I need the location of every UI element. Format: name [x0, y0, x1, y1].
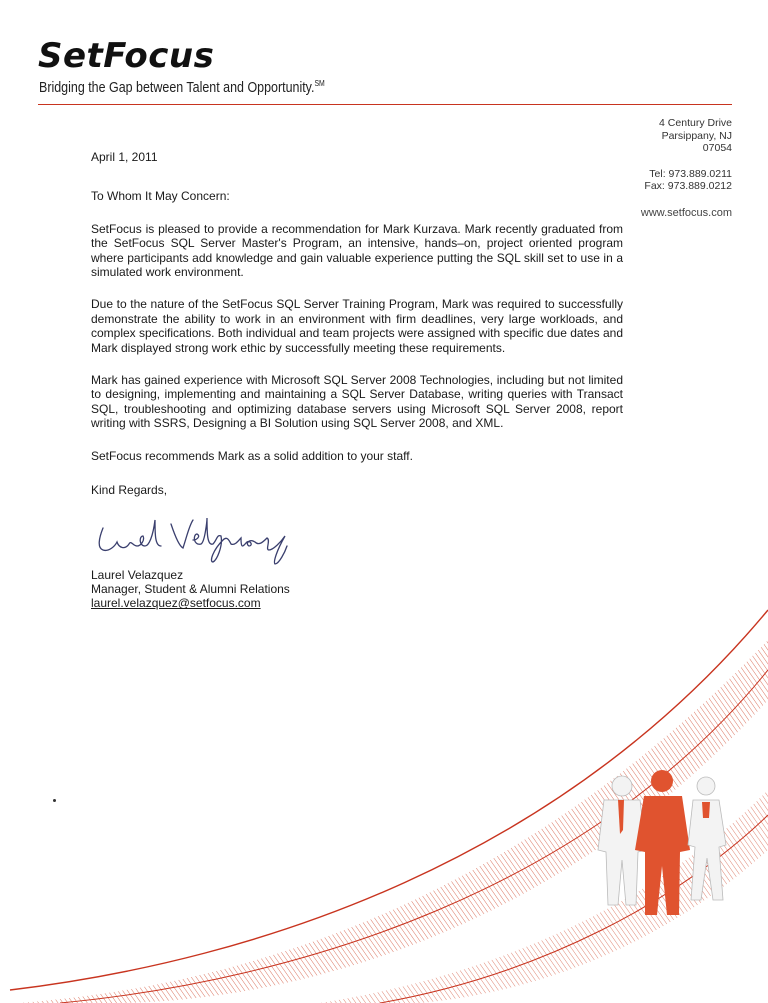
signer-name: Laurel Velazquez — [91, 567, 184, 582]
letter-paragraph: SetFocus recommends Mark as a solid addition to your staff. — [91, 448, 413, 463]
letter-salutation: To Whom It May Concern: — [91, 189, 230, 204]
company-address — [641, 117, 732, 219]
signature-graphic — [89, 506, 309, 568]
header-divider — [38, 104, 732, 105]
address-fax: Fax: 973.889.0212 — [644, 180, 732, 192]
letter-closing: Kind Regards, — [91, 483, 168, 498]
signer-block — [91, 568, 623, 611]
letter-body — [91, 150, 623, 611]
signer-title: Manager, Student & Alumni Relations — [91, 581, 290, 596]
company-tagline — [39, 79, 325, 96]
company-logo: SetFocus — [38, 36, 215, 76]
signer-email-link[interactable]: laurel.velazquez@setfocus.com — [91, 596, 261, 611]
stray-mark — [53, 799, 56, 802]
address-city: Parsippany, NJ — [661, 129, 732, 142]
letter-paragraph: Mark has gained experience with Microsoft SQL Server 2008 Technologies, including but not limited to designing, implementing and maintaining a SQL Server Database, writing queries with Transact SQL, troubleshooting and optimizing database servers using Microsoft SQL Server 2008, report writing with SSRS, Designing a BI Solution using SQL Server 2008, and XML. — [91, 373, 623, 431]
service-mark: SM — [314, 79, 325, 88]
address-tel: Tel: 973.889.0211 — [649, 167, 732, 180]
tagline-text: Bridging the Gap between Talent and Opportunity. — [39, 79, 315, 96]
address-street: 4 Century Drive — [659, 117, 732, 129]
letter-date: April 1, 2011 — [91, 150, 158, 164]
letter-paragraph: SetFocus is pleased to provide a recommendation for Mark Kurzava. Mark recently graduated from the SetFocus SQL Server Master's Program, an intensive, hands–on, project oriented program where participants add knowledge and gain valuable experience putting the SQL skill set to use in a simulated work environment. — [91, 221, 623, 280]
letter-paragraph: Due to the nature of the SetFocus SQL Server Training Program, Mark was required to successfully demonstrate the ability to work in an environment with firm deadlines, very large workloads, and complex specifications. Both individual and team projects were assigned with specific due dates and Mark displayed strong work ethic by successfully meeting these requirements. — [91, 297, 623, 355]
address-zip: 07054 — [702, 142, 732, 154]
handwritten-signature — [91, 506, 623, 568]
company-website[interactable]: www.setfocus.com — [640, 206, 732, 219]
